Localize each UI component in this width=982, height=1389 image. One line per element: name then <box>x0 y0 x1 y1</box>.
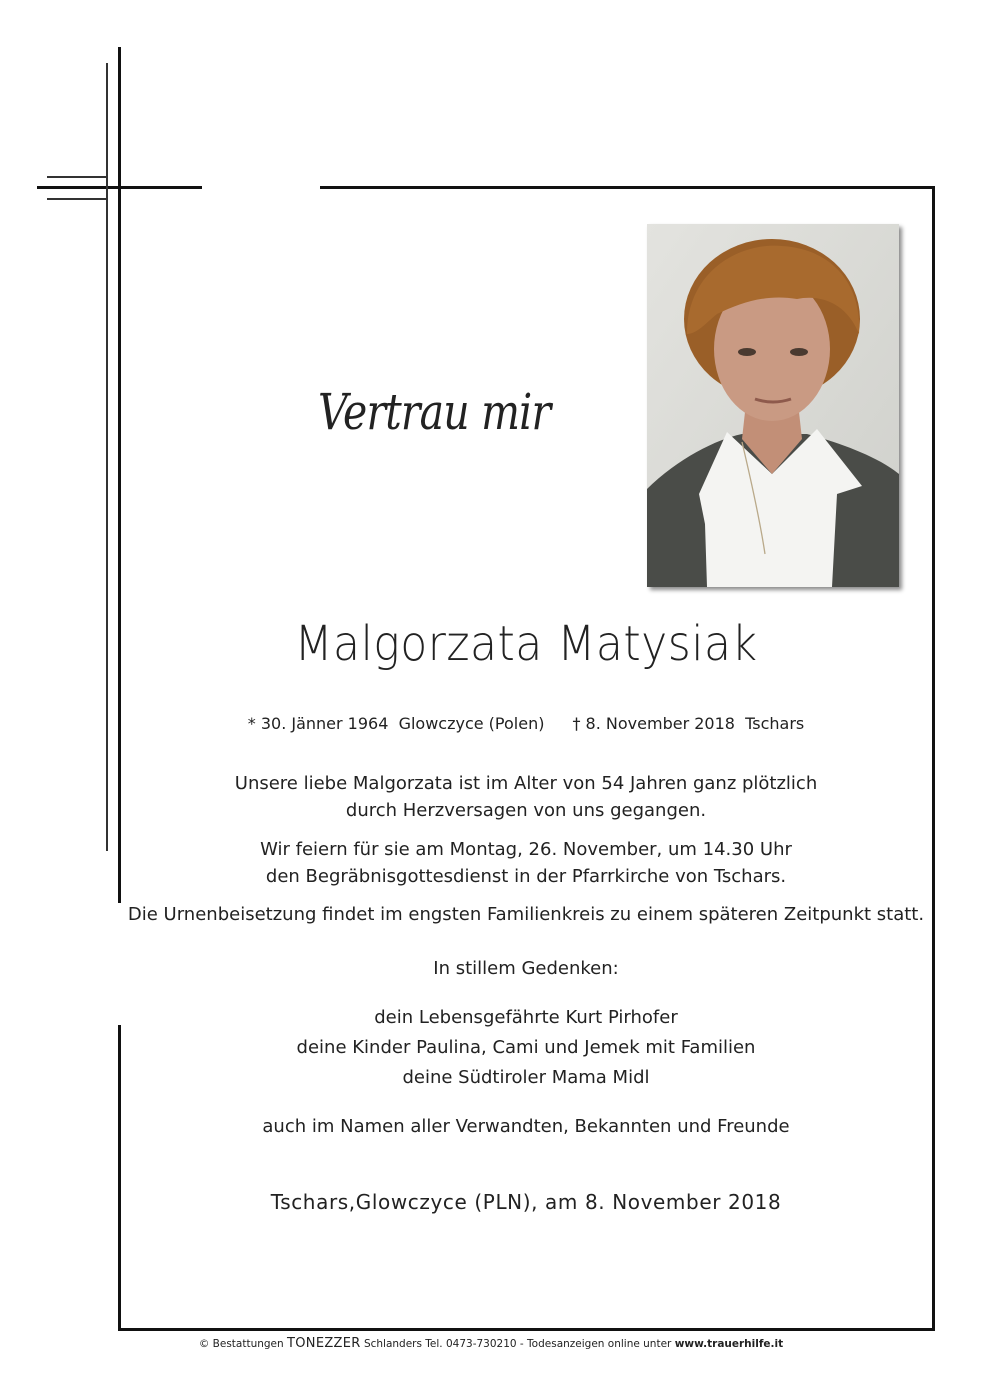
funeral-service-paragraph <box>120 836 932 890</box>
text-line: Unsere liebe Malgorzata ist im Alter von 54 Jahren ganz plötzlich <box>234 773 818 794</box>
cross-thin-vertical <box>106 63 108 851</box>
text-line: Wir feiern für sie am Montag, 26. November, um 14.30 Uhr <box>260 839 792 860</box>
place-and-date <box>120 1189 932 1216</box>
motto: Vertrau mir <box>318 383 551 441</box>
mourner-line: dein Lebensgefährte Kurt Pirhofer <box>374 1007 678 1028</box>
announcement-paragraph-1 <box>120 770 932 824</box>
life-dates <box>150 714 902 733</box>
urn-burial-paragraph <box>120 901 932 928</box>
portrait-photo <box>647 224 899 587</box>
text-line: Tschars,Glowczyce (PLN), am 8. November 2018 <box>270 1190 782 1214</box>
frame-top-edge <box>320 186 935 189</box>
in-memory-heading <box>120 955 932 982</box>
text-line: auch im Namen aller Verwandten, Bekannten und Freunde <box>262 1116 790 1137</box>
text-line: Die Urnenbeisetzung findet im engsten Familienkreis zu einem späteren Zeitpunkt statt. <box>127 904 925 925</box>
frame-bottom-edge <box>118 1328 935 1331</box>
footer-prefix: © Bestattungen <box>198 1338 284 1350</box>
mourners-list <box>120 1004 932 1091</box>
relatives-line <box>120 1113 932 1140</box>
footer-brand: TONEZZER <box>287 1336 361 1351</box>
frame-right-edge <box>932 186 935 1331</box>
death-info: † 8. November 2018 Tschars <box>572 714 805 733</box>
footer-url[interactable]: www.trauerhilfe.it <box>674 1338 784 1350</box>
portrait-image <box>647 224 899 587</box>
cross-thin-horizontal-upper <box>47 176 107 178</box>
text-line: In stillem Gedenken: <box>433 958 619 979</box>
text-line: durch Herzversagen von uns gegangen. <box>345 800 707 821</box>
footer-imprint <box>0 1336 982 1351</box>
deceased-name: Malgorzata Matysiak <box>294 616 758 672</box>
mourner-line: deine Kinder Paulina, Cami und Jemek mit Familien <box>296 1037 756 1058</box>
birth-info: * 30. Jänner 1964 Glowczyce (Polen) <box>247 714 545 733</box>
text-line: den Begräbnisgottesdienst in der Pfarrkirche von Tschars. <box>265 866 787 887</box>
cross-horizontal-bar <box>37 186 202 189</box>
cross-thin-horizontal-lower <box>47 198 107 200</box>
mourner-line: deine Südtiroler Mama Midl <box>402 1067 650 1088</box>
footer-contact: Schlanders Tel. 0473-730210 - Todesanzeigen online unter <box>363 1338 672 1350</box>
